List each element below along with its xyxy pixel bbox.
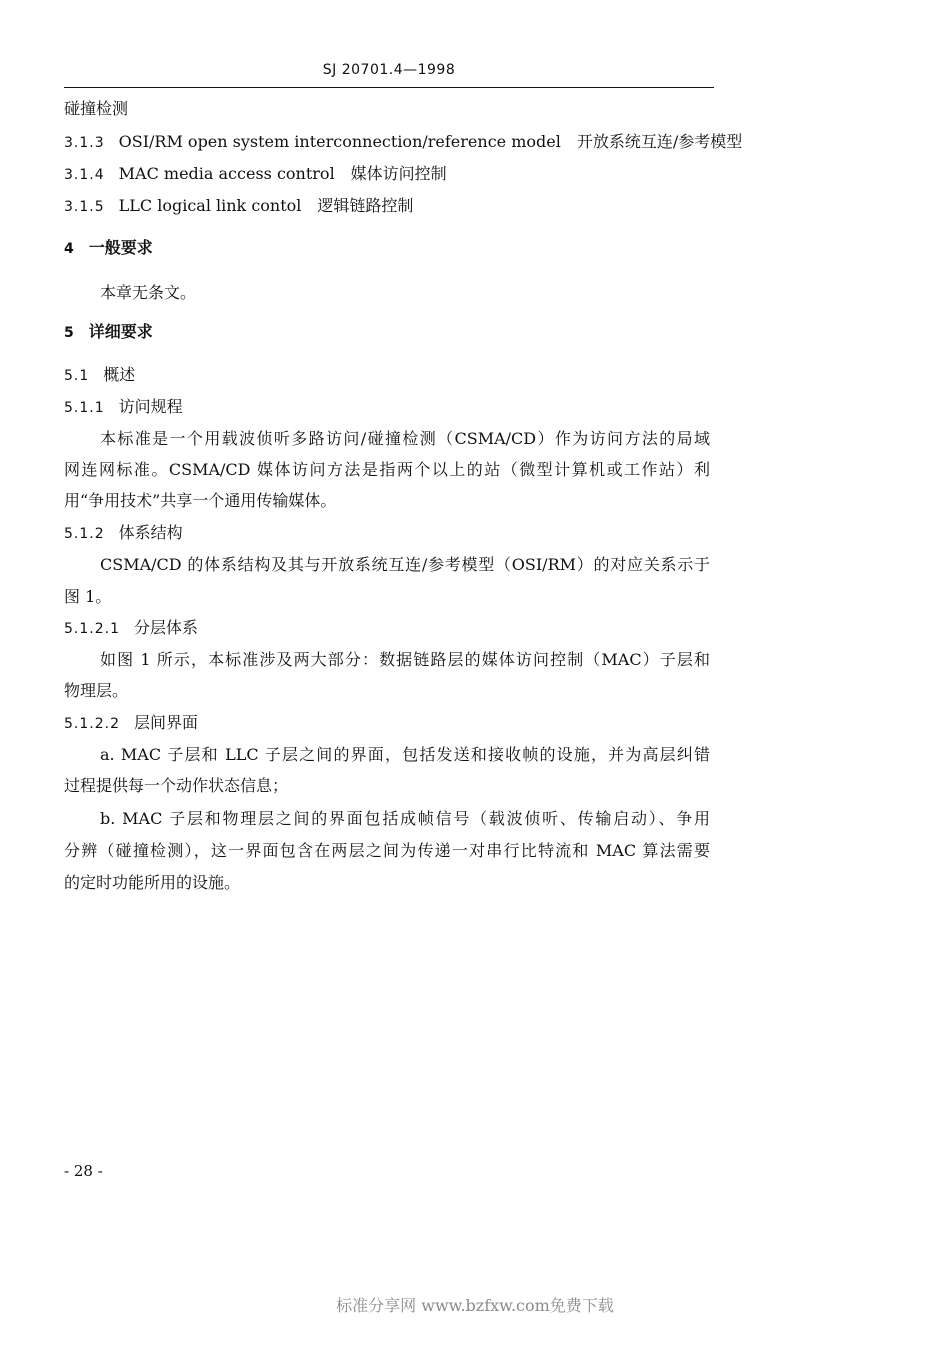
clause-number: 3.1.3 bbox=[64, 135, 105, 151]
section-number: 5.1.2.1 bbox=[64, 621, 120, 637]
section-number: 5.1.2.2 bbox=[64, 716, 120, 732]
paragraph-5-1-2-line-2: 图 1。 bbox=[64, 587, 112, 606]
section-title: 分层体系 bbox=[133, 618, 198, 637]
clause-text: LLC logical link contol 逻辑链路控制 bbox=[118, 196, 414, 215]
watermark: 标准分享网 www.bzfxw.com免费下载 bbox=[336, 1296, 614, 1315]
section-title: 访问规程 bbox=[118, 397, 183, 416]
page-number: - 28 - bbox=[64, 1162, 103, 1180]
section-number: 4 bbox=[64, 241, 75, 257]
clause-number: 3.1.5 bbox=[64, 199, 105, 215]
section-title: 概述 bbox=[103, 365, 136, 384]
clause-3-1-4 bbox=[64, 164, 447, 185]
section-number: 5.1.2 bbox=[64, 526, 105, 542]
item-a-line-1: a. MAC 子层和 LLC 子层之间的界面，包括发送和接收帧的设施，并为高层纠错 bbox=[100, 745, 710, 764]
section-number: 5.1 bbox=[64, 368, 90, 384]
section-title: 体系结构 bbox=[118, 523, 183, 542]
section-5-1-1-heading bbox=[64, 397, 183, 418]
item-b-line-3: 的定时功能所用的设施。 bbox=[64, 873, 241, 892]
paragraph-5-1-1-line-3: 用“争用技术”共享一个通用传输媒体。 bbox=[64, 491, 337, 510]
paragraph-5-1-2-1-line-2: 物理层。 bbox=[64, 681, 129, 700]
section-4-text: 本章无条文。 bbox=[100, 283, 197, 302]
section-number: 5 bbox=[64, 325, 75, 341]
section-title: 详细要求 bbox=[88, 322, 153, 341]
section-number: 5.1.1 bbox=[64, 400, 105, 416]
section-title: 一般要求 bbox=[88, 238, 153, 257]
continuation-line: 碰撞检测 bbox=[64, 99, 129, 118]
paragraph-5-1-1-line-2: 网连网标准。CSMA/CD 媒体访问方法是指两个以上的站（微型计算机或工作站）利 bbox=[64, 460, 710, 479]
section-5-1-2-heading bbox=[64, 523, 183, 544]
section-5-1-2-1-heading bbox=[64, 618, 198, 639]
paragraph-5-1-2-1-line-1: 如图 1 所示，本标准涉及两大部分：数据链路层的媒体访问控制（MAC）子层和 bbox=[100, 650, 710, 669]
clause-text: MAC media access control 媒体访问控制 bbox=[118, 164, 447, 183]
paragraph-5-1-1-line-1: 本标准是一个用载波侦听多路访问/碰撞检测（CSMA/CD）作为访问方法的局域 bbox=[100, 429, 710, 448]
standard-code-header: SJ 20701.4—1998 bbox=[322, 62, 456, 78]
item-a-line-2: 过程提供每一个动作状态信息； bbox=[64, 776, 289, 795]
clause-number: 3.1.4 bbox=[64, 167, 105, 183]
section-4-heading bbox=[64, 238, 153, 259]
paragraph-5-1-2-line-1: CSMA/CD 的体系结构及其与开放系统互连/参考模型（OSI/RM）的对应关系示于 bbox=[100, 555, 710, 574]
clause-3-1-5 bbox=[64, 196, 413, 217]
clause-text: OSI/RM open system interconnection/reference model 开放系统互连/参考模型 bbox=[118, 132, 743, 151]
section-5-heading bbox=[64, 322, 153, 343]
header-rule bbox=[64, 87, 714, 88]
item-b-line-2: 分辨（碰撞检测），这一界面包含在两层之间为传递一对串行比特流和 MAC 算法需要 bbox=[64, 841, 710, 860]
section-title: 层间界面 bbox=[133, 713, 198, 732]
section-5-1-heading bbox=[64, 365, 135, 386]
item-b-line-1: b. MAC 子层和物理层之间的界面包括成帧信号（载波侦听、传输启动）、争用 bbox=[100, 809, 710, 828]
section-5-1-2-2-heading bbox=[64, 713, 198, 734]
clause-3-1-3 bbox=[64, 132, 742, 153]
